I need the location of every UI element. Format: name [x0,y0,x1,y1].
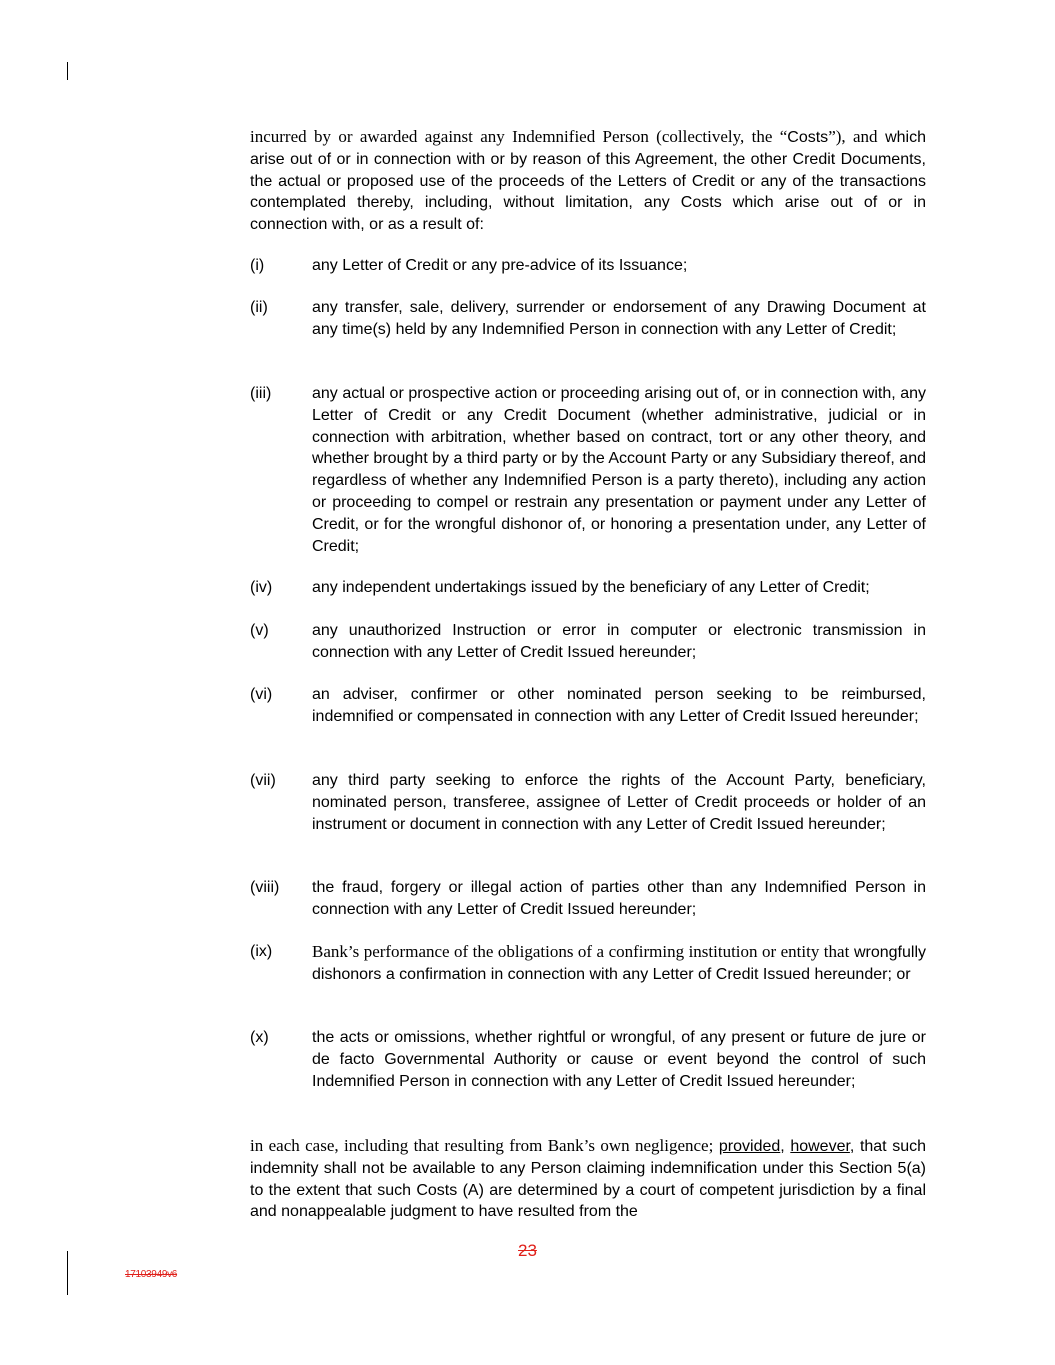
intro-part3: which arise out of or in connection with or by reason of this Agreement, the other Credit Documents, the actual or proposed use of the proceeds of the Letters of Credit or any of the transactions contemplated thereby, including, without limitation, any Costs which arise out of or in connection with, or as a result of: [250,129,926,234]
closing-lead: in each case, including that resulting from Bank’s own negligence; [250,1136,714,1155]
item-text: the fraud, forgery or illegal action of parties other than any Indemnified Person in connection with any Letter of Credit Issued hereunder; [312,879,926,918]
item-rest: wrongfully dishonors a confirmation in connection with any Letter of Credit Issued hereunder; or [312,944,926,983]
page-number: 23 [518,1241,537,1260]
provided-term: provided [718,1138,781,1155]
item-text: any actual or prospective action or proceeding arising out of, or in connection with, any Letter of Credit or any Credit Document (whether administrative, judicial or in connection with arbitration, whether based on contract, tort or any other theory, and whether brought by a third party or by the Account Party or any Subsidiary thereof, and regardless of whether any Indemnified Person is a party thereto), including any action or proceeding to compel or restrain any presentation or payment under any Letter of Credit, or for the wrongful dishonor of, or honoring a presentation under, any Letter of Credit; [312,385,926,555]
item-text: any unauthorized Instruction or error in computer or electronic transmission in connection with any Letter of Credit Issued hereunder; [312,622,926,661]
item-number: (vi) [250,686,273,703]
intro-part1: incurred by or awarded against any Indemnified Person (collectively, the “ [250,127,788,146]
intro-part2: ”), and [828,127,878,146]
list-item [250,255,926,277]
item-lead: Bank’s performance of the obligations of a confirming institution or entity that [312,942,850,961]
change-bar-top [67,62,68,80]
item-number: (iii) [250,385,272,402]
item-number: (ix) [250,943,273,960]
list-item [250,941,926,986]
item-text: any third party seeking to enforce the rights of the Account Party, beneficiary, nominated person, transferee, assignee of Letter of Credit proceeds or holder of an instrument or document in connection with any Letter of Credit Issued hereunder; [312,772,926,833]
list-item [250,1027,926,1092]
document-id: 17103949v6 [125,1269,178,1280]
list-item [250,877,926,921]
closing-rest: that such indemnity shall not be available to any Person claiming indemnification under this Section 5(a) to the extent that such Costs (A) are determined by a court of competent jurisdiction by a final and nonappealable judgment to have resulted from the [250,1138,926,1221]
item-number: (viii) [250,879,280,896]
item-number: (vii) [250,772,276,789]
item-text: any independent undertakings issued by the beneficiary of any Letter of Credit; [312,579,870,596]
comma: , [849,1138,855,1155]
list-item [250,577,926,599]
list-item [250,297,926,341]
closing-paragraph [250,1135,926,1223]
list-item [250,620,926,664]
list-item [250,383,926,557]
item-number: (iv) [250,579,273,596]
item-number: (v) [250,622,269,639]
item-text: any transfer, sale, delivery, surrender or endorsement of any Drawing Document at any time(s) held by any Indemnified Person in connection with any Letter of Credit; [312,299,926,338]
list-item [250,770,926,835]
list-item [250,684,926,728]
item-number: (ii) [250,299,268,316]
item-text [312,941,926,986]
comma: , [780,1138,785,1155]
item-text: any Letter of Credit or any pre-advice of its Issuance; [312,257,688,274]
item-text: an adviser, confirmer or other nominated person seeking to be reimbursed, indemnified or compensated in connection with any Letter of Credit Issued hereunder; [312,686,926,725]
costs-term: Costs [787,129,829,146]
item-number: (x) [250,1029,269,1046]
item-text: the acts or omissions, whether rightful or wrongful, of any present or future de jure or de facto Governmental Authority or cause or event beyond the control of such Indemnified Person in connection with any Letter of Credit Issued hereunder; [312,1029,926,1090]
however-term: however [790,1138,850,1155]
intro-paragraph [250,126,926,236]
item-number: (i) [250,257,265,274]
